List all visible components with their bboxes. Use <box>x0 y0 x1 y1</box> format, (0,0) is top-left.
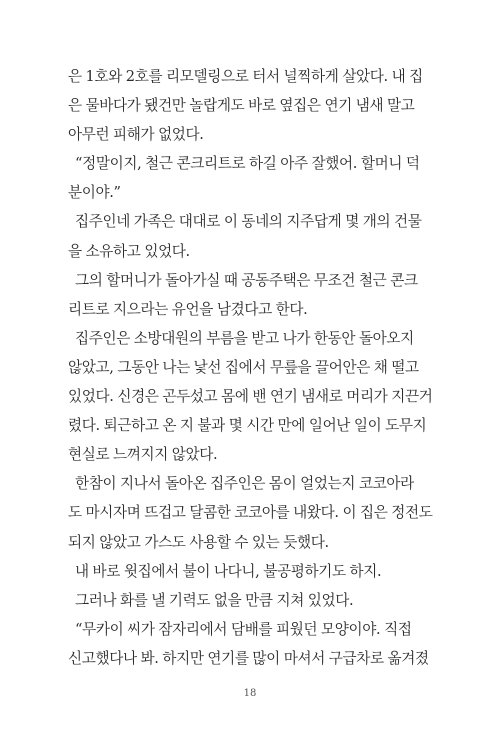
text-line: 현실로 느껴지지 않았다. <box>68 446 218 464</box>
text-line: 리트로 지으라는 유언을 남겼다고 한다. <box>68 300 308 318</box>
text-line: 은 물바다가 됐건만 놀랍게도 바로 옆집은 연기 냄새 말고 <box>68 97 415 115</box>
text-line: 한참이 지나서 돌아온 집주인은 몸이 얼었는지 코코아라 <box>75 475 414 493</box>
text-line: 도 마시자며 뜨겁고 달콤한 코코아를 내왔다. 이 집은 정전도 <box>68 504 433 522</box>
text-line: “정말이지, 철근 콘크리트로 하길 아주 잘했어. 할머니 덕 <box>75 155 420 173</box>
text-line: 있었다. 신경은 곤두섰고 몸에 밴 연기 냄새로 머리가 지끈거 <box>68 388 433 406</box>
body-text <box>68 62 438 673</box>
text-line: 분이야.” <box>68 184 121 202</box>
text-line: 내 바로 윗집에서 불이 나다니, 불공평하기도 하지. <box>75 562 382 580</box>
text-line: 을 소유하고 있었다. <box>68 242 190 260</box>
text-line: 아무런 피해가 없었다. <box>68 126 204 144</box>
text-line: 은 1호와 2호를 리모델링으로 터서 널찍하게 살았다. 내 집 <box>68 68 423 85</box>
text-line: 않았고, 그동안 나는 낯선 집에서 무릎을 끌어안은 채 떨고 <box>68 358 419 376</box>
page-number: 18 <box>243 688 257 699</box>
text-line: 신고했다나 봐. 하지만 연기를 많이 마셔서 구급차로 옮겨졌 <box>68 649 429 667</box>
text-line: 집주인은 소방대원의 부름을 받고 나가 한동안 돌아오지 <box>75 329 414 347</box>
text-line: “무카이 씨가 잠자리에서 담배를 피웠던 모양이야. 직접 <box>75 620 412 638</box>
text-line: 그러나 화를 낼 기력도 없을 만큼 지쳐 있었다. <box>75 591 354 609</box>
text-line: 그의 할머니가 돌아가실 때 공동주택은 무조건 철근 콘크 <box>75 271 418 289</box>
text-line: 렸다. 퇴근하고 온 지 불과 몇 시간 만에 일어난 일이 도무지 <box>68 417 427 435</box>
text-line: 되지 않았고 가스도 사용할 수 있는 듯했다. <box>68 533 329 551</box>
text-line: 집주인네 가족은 대대로 이 동네의 지주답게 몇 개의 건물 <box>75 213 422 231</box>
